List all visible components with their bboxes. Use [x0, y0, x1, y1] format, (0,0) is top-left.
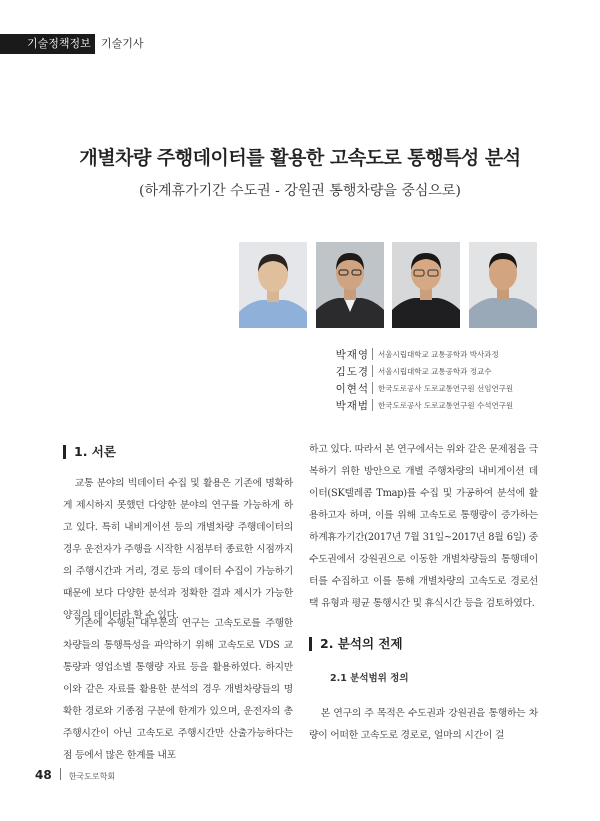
body-paragraph: 교통 분야의 빅데이터 수집 및 활용은 기존에 명확하게 제시하지 못했던 다양한 분야의 연구를 가능하게 하고 있다. 특히 내비게이션 등의 개별차량 주행데이터의 경우 운전자가 주행을 시작한 시점부터 종료한 시점까지의 주행시간과 거리, 경로 등의 데이터 수집이 가능하기 때문에 보다 다양한 분석과 정확한 결과 제시가 가능한 양질의 데이터라 할 수 있다. — [63, 478, 293, 621]
divider — [372, 365, 373, 377]
author-photo-2 — [316, 242, 384, 328]
author-photo-1 — [239, 242, 307, 328]
author-name: 이현석 — [335, 383, 369, 395]
author-photo-4 — [469, 242, 537, 328]
subsection-heading-scope: 2.1 분석범위 정의 — [330, 673, 409, 684]
author-entry — [302, 397, 592, 414]
divider — [372, 399, 373, 411]
section-label: 기술기사 — [101, 37, 144, 50]
article-title: 개별차량 주행데이터를 활용한 고속도로 통행특성 분석 — [79, 147, 521, 169]
body-paragraph: 기존에 수행된 대부분의 연구는 고속도로를 주행한 차량들의 통행특성을 파악하기 위해 고속도로 VDS 교통량과 영업소별 통행량 자료 등을 활용하였다. 하지만 이와 같은 자료를 활용한 분석의 경우 개별차량들의 명확한 경로와 기종점 구분에 한계가 있으며, 운전자의 총 주행시간이 아닌 고속도로 주행시간만 산출가능하다는 점 등에서 많은 한계를 내포 — [63, 618, 293, 761]
author-list — [302, 346, 592, 414]
author-affiliation: 서울시립대학교 교통공학과 정교수 — [378, 367, 492, 376]
category-label: 기술정책정보 — [0, 34, 95, 54]
page-header — [0, 34, 600, 54]
section-heading-premise: 2. 분석의 전제 — [309, 637, 403, 651]
author-name: 김도경 — [335, 366, 369, 378]
page-footer — [35, 764, 116, 782]
article-subtitle: (하계휴가기간 수도권 - 강원권 통행차량을 중심으로) — [139, 183, 461, 199]
author-affiliation: 한국도로공사 도로교통연구원 수석연구원 — [378, 401, 514, 410]
publisher-name: 한국도로학회 — [68, 772, 116, 781]
author-affiliation: 서울시립대학교 교통공학과 박사과정 — [378, 350, 499, 359]
body-paragraph: 본 연구의 주 목적은 수도권과 강원권을 통행하는 차량이 어떠한 고속도로 경로로, 얼마의 시간이 걸 — [309, 708, 538, 741]
divider — [372, 382, 373, 394]
author-name: 박재영 — [335, 349, 369, 361]
divider — [372, 348, 373, 360]
author-entry — [302, 363, 592, 380]
body-paragraph: 하고 있다. 따라서 본 연구에서는 위와 같은 문제점을 극복하기 위한 방안으로 개별 주행차량의 내비게이션 데이터(SK텔레콤 Tmap)를 수집 및 가공하여 분석에 활용하고자 하며, 이를 위해 고속도로 통행량이 증가하는 하계휴가기간(2017년 7월 31일~2017년 8월 6일) 중 수도권에서 강원권으로 이동한 개별차량들의 통행데이터를 수집하고 이를 통해 개별차량의 고속도로 경로선택 유형과 평균 통행시간 및 휴식시간 등을 검토하였다. — [309, 444, 538, 609]
page-number: 48 — [35, 768, 52, 782]
author-entry — [302, 346, 592, 363]
divider — [60, 768, 61, 780]
section-heading-intro: 1. 서론 — [63, 445, 116, 459]
author-affiliation: 한국도로공사 도로교통연구원 선임연구원 — [378, 384, 514, 393]
author-entry — [302, 380, 592, 397]
author-name: 박재범 — [335, 400, 369, 412]
author-photo-3 — [392, 242, 460, 328]
